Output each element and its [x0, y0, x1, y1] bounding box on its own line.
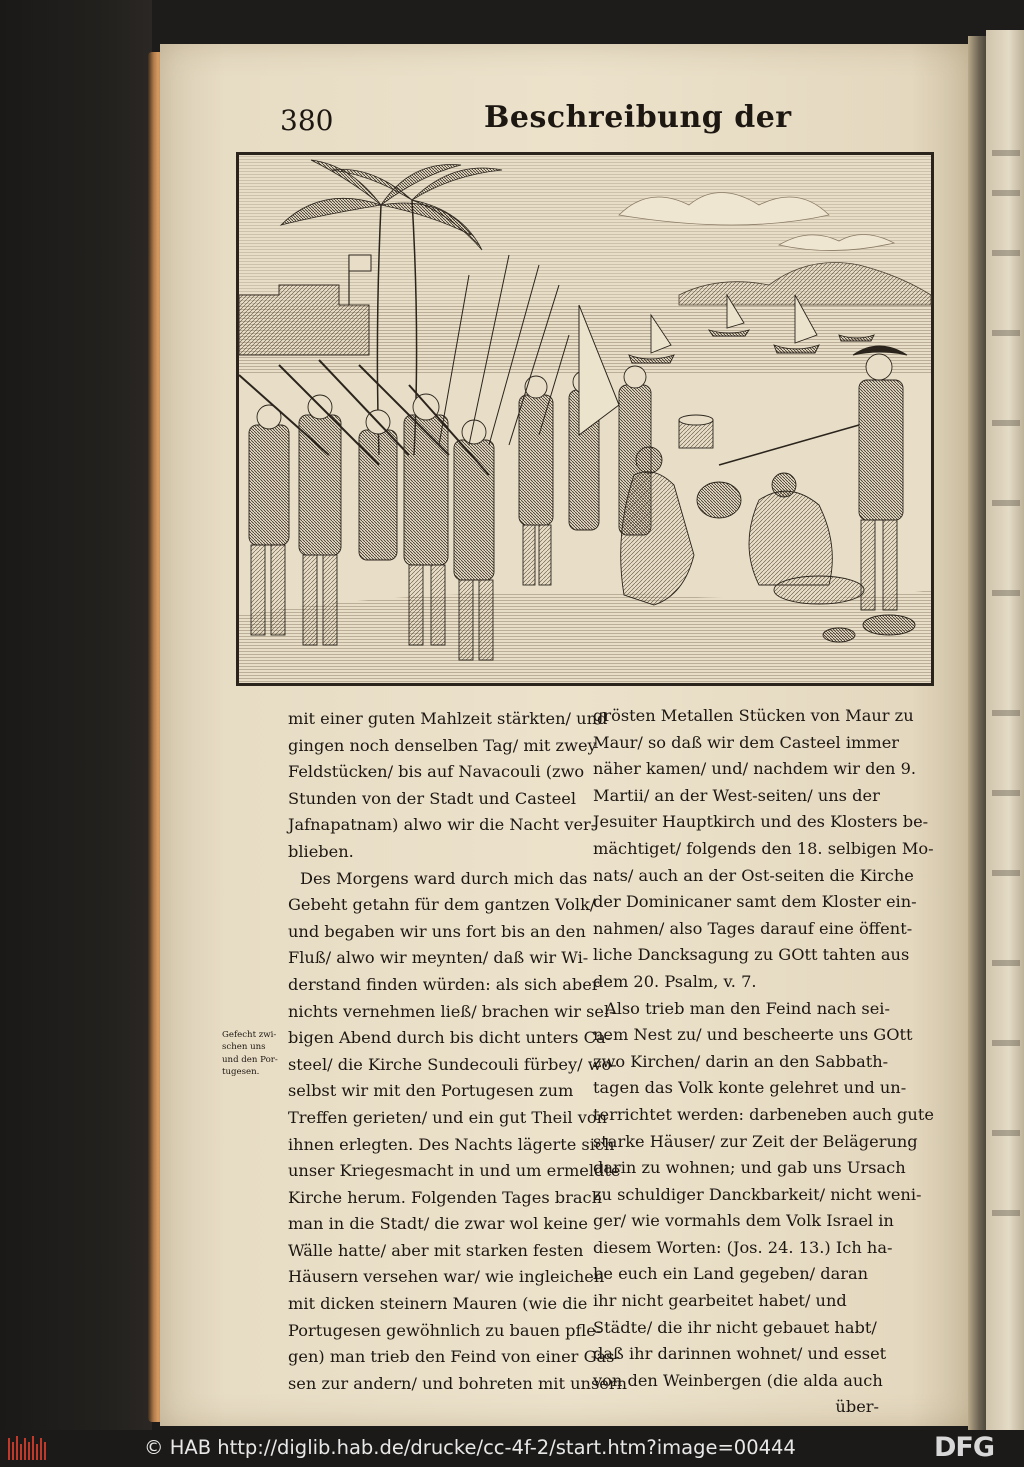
- text-line: darin zu wohnen; und gab uns Ursach: [593, 1158, 906, 1178]
- text-line: selbst wir mit den Portugesen zum: [288, 1081, 574, 1101]
- text-line: Gebeht getahn für dem gantzen Volk/: [288, 895, 596, 915]
- text-line: gingen noch denselben Tag/ mit zwey: [288, 735, 597, 755]
- text-column-right: [593, 703, 934, 1421]
- text-line: Portugesen gewöhnlich zu bauen pfle-: [288, 1320, 602, 1340]
- text-line: und begaben wir uns fort bis an den: [288, 921, 586, 941]
- text-line: tagen das Volk konte gelehret und un-: [593, 1078, 907, 1098]
- text-line: von den Weinbergen (die alda auch: [593, 1370, 883, 1390]
- marginal-note: [222, 1029, 284, 1079]
- text-line: nahmen/ also Tages darauf eine öffent-: [593, 918, 913, 938]
- text-line: Jafnapatnam) alwo wir die Nacht ver-: [288, 815, 597, 835]
- text-line: der Dominicaner samt dem Kloster ein-: [593, 892, 917, 912]
- text-line: mit einer guten Mahlzeit stärkten/ und: [288, 709, 608, 728]
- text-line: Maur/ so daß wir dem Casteel immer: [593, 732, 900, 752]
- text-line: nats/ auch an der Ost-seiten die Kirche: [593, 865, 914, 885]
- text-line: zu schuldiger Danckbarkeit/ nicht weni-: [593, 1184, 922, 1204]
- text-line: steel/ die Kirche Sundecouli fürbey/ wo-: [288, 1054, 617, 1074]
- text-line: derstand finden würden: als sich aber: [288, 974, 600, 994]
- text-line: blieben.: [288, 841, 354, 861]
- page-number: 380: [280, 104, 334, 137]
- text-line: näher kamen/ und/ nachdem wir den 9.: [593, 759, 917, 779]
- text-column-left: [288, 706, 628, 1397]
- engraving-image: [239, 155, 931, 683]
- viewer-background-left: [0, 0, 152, 1430]
- hab-logo-icon: [6, 1434, 50, 1464]
- text-line: sen zur andern/ und bohreten mit unsern: [288, 1373, 628, 1393]
- text-line: ihnen erlegten. Des Nachts lägerte sich: [288, 1134, 615, 1154]
- text-line: Wälle hatte/ aber mit starken festen: [288, 1240, 584, 1260]
- text-line: nem Nest zu/ und bescheerte uns GOtt: [593, 1025, 913, 1045]
- text-line: mit dicken steinern Mauren (wie die: [288, 1294, 588, 1314]
- text-line: mächtiget/ folgends den 18. selbigen Mo-: [593, 838, 934, 858]
- text-line: dem 20. Psalm, v. 7.: [593, 971, 757, 991]
- dfg-logo: DFG: [934, 1432, 995, 1463]
- text-line: ger/ wie vormahls dem Volk Israel in: [593, 1211, 894, 1231]
- text-line: bigen Abend durch bis dicht unters Ca-: [288, 1028, 612, 1048]
- copyright-link[interactable]: © HAB http://diglib.hab.de/drucke/cc-4f-2/start.htm?image=00444: [144, 1436, 796, 1459]
- text-line: Kirche herum. Folgenden Tages brach: [288, 1187, 603, 1207]
- text-line: Also trieb man den Feind nach sei-: [605, 998, 890, 1018]
- text-line: liche Dancksagung zu GOtt tahten aus: [593, 945, 910, 965]
- text-line: grösten Metallen Stücken von Maur zu: [593, 706, 914, 725]
- text-line: terrichtet werden: darbeneben auch gute: [593, 1104, 934, 1124]
- marginal-note-line: schen uns: [222, 1042, 266, 1053]
- text-line: starke Häuser/ zur Zeit der Belägerung: [593, 1131, 918, 1151]
- facing-page-edge: [986, 30, 1024, 1430]
- text-line: Des Morgens ward durch mich das: [300, 868, 588, 888]
- text-line: zwo Kirchen/ darin an den Sabbath-: [593, 1051, 889, 1071]
- text-line: Feldstücken/ bis auf Navacouli (zwo: [288, 762, 585, 782]
- text-line: man in die Stadt/ die zwar wol keine: [288, 1214, 588, 1234]
- running-head: Beschreibung der: [484, 100, 792, 135]
- text-line: Häusern versehen war/ wie ingleichen: [288, 1267, 605, 1287]
- text-line: Städte/ die ihr nicht gebauet habt/: [593, 1317, 877, 1337]
- marginal-note-line: Gefecht zwi-: [222, 1030, 277, 1040]
- text-line: be euch ein Land gegeben/ daran: [593, 1264, 869, 1284]
- text-line: Treffen gerieten/ und ein gut Theil von: [288, 1107, 608, 1127]
- text-line: daß ihr darinnen wohnet/ und esset: [593, 1344, 887, 1364]
- text-line: gen) man trieb den Feind von einer Gas-: [288, 1347, 620, 1367]
- text-line: ihr nicht gearbeitet habet/ und: [593, 1291, 847, 1311]
- text-line: Martii/ an der West-seiten/ uns der: [593, 785, 880, 805]
- text-line: Stunden von der Stadt und Casteel: [288, 788, 577, 808]
- catchword: über-: [835, 1397, 879, 1417]
- text-line: Fluß/ alwo wir meynten/ daß wir Wi-: [288, 948, 589, 968]
- engraving-illustration: [236, 152, 934, 686]
- text-line: Jesuiter Hauptkirch und des Klosters be-: [593, 812, 929, 832]
- text-line: unser Kriegesmacht in und um ermeldte: [288, 1161, 621, 1181]
- marginal-note-line: und den Por-: [222, 1054, 278, 1065]
- marginal-note-line: tugesen.: [222, 1067, 260, 1078]
- text-line: nichts vernehmen ließ/ brachen wir sel-: [288, 1001, 615, 1021]
- text-line: diesem Worten: (Jos. 24. 13.) Ich ha-: [593, 1237, 893, 1257]
